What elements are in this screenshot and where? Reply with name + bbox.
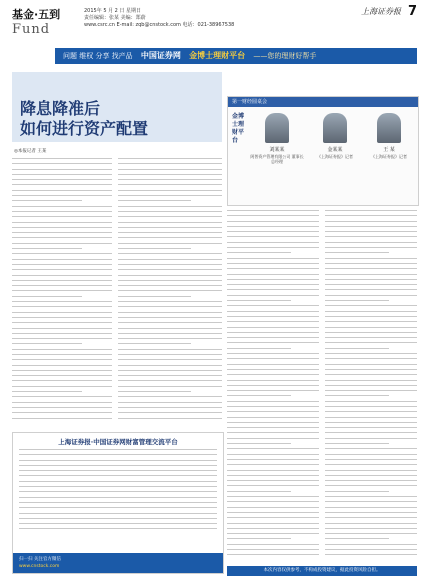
text-line (118, 317, 222, 318)
promo-url[interactable]: www.cnstock.com (19, 564, 60, 569)
text-line (227, 210, 319, 211)
text-line (118, 253, 222, 254)
text-line (118, 386, 222, 387)
text-line (12, 195, 112, 196)
text-line (12, 322, 112, 323)
text-line (227, 496, 319, 497)
text-line (118, 285, 222, 286)
text-line (118, 158, 222, 159)
text-line (118, 269, 222, 270)
text-line (118, 179, 222, 180)
text-line (118, 365, 222, 366)
text-line (227, 448, 319, 449)
text-line (227, 247, 319, 248)
article-headline-block (12, 72, 222, 142)
contact-line: www.csrc.cn E-mail: zqb@cnstock.com 电话：021-38967538 (84, 22, 235, 28)
text-line (325, 236, 417, 237)
text-line (12, 317, 112, 318)
text-line (227, 337, 319, 338)
text-line (12, 280, 112, 281)
text-line (325, 501, 417, 502)
host-title: 《上海证券报》记者 (317, 154, 353, 159)
text-line (12, 418, 112, 419)
text-line (325, 496, 417, 497)
text-line (118, 402, 222, 403)
text-line (325, 279, 417, 280)
text-line (227, 549, 319, 550)
text-line (118, 222, 222, 223)
text-line (325, 507, 417, 508)
text-line (19, 497, 217, 498)
page-number: 7 (407, 4, 417, 19)
text-line (227, 517, 319, 518)
text-line (12, 407, 112, 408)
text-line (12, 264, 112, 265)
text-line (12, 222, 112, 223)
text-line (227, 374, 319, 375)
promo-contact: 扫一扫 关注官方微信 (19, 557, 61, 562)
text-line (19, 475, 217, 476)
issue-date: 2015年 5 月 2 日 星期日 (84, 8, 142, 14)
host-photo (377, 113, 401, 143)
text-line (227, 300, 291, 301)
text-line (325, 395, 389, 396)
text-line (325, 427, 417, 428)
text-line (227, 512, 319, 513)
text-line (19, 518, 217, 519)
text-line (19, 481, 217, 482)
text-line (12, 375, 112, 376)
text-line (325, 263, 417, 264)
text-line (19, 454, 217, 455)
text-line (227, 538, 291, 539)
text-line (12, 174, 112, 175)
text-line (19, 465, 217, 466)
text-line (227, 215, 319, 216)
feature-title: 第一财经圆桌会 (228, 97, 418, 107)
text-line (227, 533, 319, 534)
text-line (12, 386, 112, 387)
text-line (118, 396, 222, 397)
body-text-column (118, 158, 222, 426)
text-line (325, 348, 389, 349)
text-line (325, 252, 389, 253)
text-lines (118, 158, 222, 419)
text-line (12, 227, 112, 228)
text-line (118, 338, 222, 339)
host-card (362, 113, 416, 159)
text-line (227, 507, 319, 508)
text-line (227, 554, 319, 555)
text-line (227, 353, 319, 354)
text-line (12, 349, 112, 350)
text-line (325, 417, 417, 418)
text-line (118, 237, 222, 238)
text-line (325, 432, 417, 433)
text-line (118, 264, 222, 265)
text-line (118, 375, 222, 376)
text-line (325, 380, 417, 381)
text-line (325, 215, 417, 216)
guest-card (250, 113, 304, 164)
text-line (12, 248, 82, 249)
text-line (12, 306, 112, 307)
text-line (118, 296, 191, 297)
text-line (118, 312, 222, 313)
text-line (118, 333, 222, 334)
text-line (227, 422, 319, 423)
banner-brand: 中国证券网 (140, 51, 181, 60)
text-line (118, 290, 222, 291)
banner-platform: 金博士理财平台 (189, 51, 246, 60)
text-line (118, 184, 222, 185)
text-line (227, 427, 319, 428)
text-line (12, 163, 112, 164)
text-line (227, 406, 319, 407)
text-line (227, 523, 319, 524)
text-line (227, 221, 319, 222)
text-line (12, 232, 112, 233)
text-line (325, 332, 417, 333)
guest-name: 刘某某 (269, 147, 285, 153)
text-line (325, 443, 389, 444)
body-text-column (227, 210, 319, 562)
text-line (118, 227, 222, 228)
text-line (325, 385, 417, 386)
text-line (227, 274, 319, 275)
text-line (118, 211, 222, 212)
text-line (227, 395, 291, 396)
text-line (227, 284, 319, 285)
text-line (227, 289, 319, 290)
text-line (325, 422, 417, 423)
section-title-en: Fund (12, 22, 51, 37)
text-lines (227, 210, 319, 555)
text-line (19, 528, 217, 529)
text-line (325, 517, 417, 518)
text-line (19, 470, 217, 471)
text-line (118, 301, 222, 302)
text-line (325, 231, 417, 232)
text-line (12, 190, 112, 191)
text-line (12, 259, 112, 260)
text-line (227, 327, 319, 328)
text-line (227, 475, 319, 476)
text-line (325, 353, 417, 354)
text-line (325, 358, 417, 359)
text-line (118, 306, 222, 307)
text-line (325, 459, 417, 460)
host-title: 《上海证券报》记者 (371, 154, 407, 159)
text-line (19, 507, 217, 508)
text-line (12, 301, 112, 302)
section-title: 基金·五到 (12, 8, 61, 21)
promo-box[interactable] (12, 432, 224, 574)
issue-info (84, 8, 234, 29)
body-text-column (325, 210, 417, 562)
text-line (12, 179, 112, 180)
text-line (19, 460, 217, 461)
text-line (325, 242, 417, 243)
text-line (12, 365, 112, 366)
host-card (308, 113, 362, 159)
feature-side-label: 金博士理财平台 (232, 113, 245, 144)
text-line (325, 438, 417, 439)
text-line (325, 247, 417, 248)
text-line (227, 252, 291, 253)
text-line (325, 316, 417, 317)
guest-title: 阿普资产管理有限公司 董事长总经理 (250, 154, 304, 164)
text-line (19, 486, 217, 487)
text-line (325, 364, 417, 365)
roundtable-feature (227, 96, 419, 206)
text-line (118, 349, 222, 350)
text-line (12, 402, 112, 403)
text-line (325, 221, 417, 222)
text-line (227, 342, 319, 343)
text-line (19, 523, 217, 524)
text-line (325, 210, 417, 211)
text-line (227, 364, 319, 365)
text-line (118, 328, 222, 329)
text-line (227, 348, 291, 349)
headline-line-2: 如何进行资产配置 (20, 119, 149, 138)
text-line (227, 385, 319, 386)
text-line (325, 337, 417, 338)
host-photo (323, 113, 347, 143)
text-line (227, 528, 319, 529)
text-line (325, 454, 417, 455)
text-line (227, 491, 291, 492)
text-line (12, 211, 112, 212)
text-line (118, 407, 222, 408)
paper-name: 上海证券报 (361, 7, 401, 16)
text-line (325, 485, 417, 486)
text-line (325, 528, 417, 529)
text-line (227, 443, 291, 444)
text-line (325, 321, 417, 322)
text-line (227, 226, 319, 227)
text-lines (12, 158, 112, 419)
text-line (227, 311, 319, 312)
guest-photo (265, 113, 289, 143)
text-line (325, 226, 417, 227)
text-line (118, 370, 222, 371)
text-line (12, 338, 112, 339)
text-line (118, 248, 191, 249)
text-line (325, 274, 417, 275)
text-line (12, 343, 82, 344)
author-byline: ◎本报记者 王某 (14, 149, 47, 154)
text-line (325, 411, 417, 412)
text-line (227, 258, 319, 259)
text-line (12, 312, 112, 313)
text-line (118, 232, 222, 233)
text-line (118, 343, 191, 344)
text-line (227, 380, 319, 381)
text-line (227, 390, 319, 391)
text-line (227, 332, 319, 333)
text-line (118, 174, 222, 175)
host-name: 金某某 (327, 147, 343, 153)
text-line (12, 253, 112, 254)
text-line (19, 449, 217, 450)
text-line (118, 206, 222, 207)
text-line (227, 358, 319, 359)
text-line (325, 523, 417, 524)
text-line (325, 512, 417, 513)
text-line (118, 280, 222, 281)
text-line (118, 259, 222, 260)
text-line (118, 412, 222, 413)
banner-tagline: ——您的理财好帮手 (253, 52, 317, 60)
text-line (227, 438, 319, 439)
text-line (12, 290, 112, 291)
text-line (12, 328, 112, 329)
text-line (227, 454, 319, 455)
text-line (118, 200, 191, 201)
text-line (12, 396, 112, 397)
text-line (227, 316, 319, 317)
text-line (12, 296, 82, 297)
text-line (227, 231, 319, 232)
text-line (12, 354, 112, 355)
text-line (325, 327, 417, 328)
text-line (118, 418, 222, 419)
text-line (227, 485, 319, 486)
text-line (227, 295, 319, 296)
text-line (118, 163, 222, 164)
text-line (19, 491, 217, 492)
text-line (325, 305, 417, 306)
text-line (325, 544, 417, 545)
text-line (227, 480, 319, 481)
text-line (12, 380, 112, 381)
text-line (12, 200, 82, 201)
text-line (12, 359, 112, 360)
text-line (325, 470, 417, 471)
text-line (118, 190, 222, 191)
text-line (325, 295, 417, 296)
text-line (118, 275, 222, 276)
text-line (325, 475, 417, 476)
text-line (325, 464, 417, 465)
text-line (325, 401, 417, 402)
text-line (12, 275, 112, 276)
text-line (325, 374, 417, 375)
promo-text-lines (19, 449, 217, 534)
text-line (325, 289, 417, 290)
text-line (118, 391, 191, 392)
text-line (12, 216, 112, 217)
text-line (227, 501, 319, 502)
text-line (118, 322, 222, 323)
text-lines (325, 210, 417, 555)
text-line (118, 354, 222, 355)
text-line (12, 184, 112, 185)
text-line (325, 406, 417, 407)
editor-line: 责任编辑：张某 美编：郑蔚 (84, 15, 146, 21)
text-line (12, 206, 112, 207)
text-line (325, 554, 417, 555)
text-line (227, 279, 319, 280)
page-footer-disclaimer: 本次内容仅供参考，不构成投资建议，据此投资风险自担。 (227, 566, 417, 576)
text-line (118, 359, 222, 360)
text-line (118, 243, 222, 244)
text-line (325, 448, 417, 449)
text-line (118, 380, 222, 381)
page-header (12, 6, 417, 46)
text-line (12, 243, 112, 244)
text-line (325, 480, 417, 481)
text-line (227, 464, 319, 465)
text-line (19, 513, 217, 514)
headline-line-1: 降息降准后 (20, 99, 101, 118)
host-name: 王 某 (383, 147, 395, 153)
text-line (118, 169, 222, 170)
text-line (227, 305, 319, 306)
body-text-column (12, 158, 112, 426)
text-line (325, 369, 417, 370)
text-line (325, 311, 417, 312)
top-banner[interactable] (55, 48, 417, 64)
text-line (12, 333, 112, 334)
banner-slogan: 问题 维权 分享 找产品 (63, 52, 133, 60)
text-line (12, 269, 112, 270)
text-line (12, 158, 112, 159)
text-line (12, 237, 112, 238)
text-line (12, 169, 112, 170)
text-line (227, 369, 319, 370)
text-line (227, 321, 319, 322)
text-line (227, 459, 319, 460)
text-line (325, 284, 417, 285)
text-line (325, 533, 417, 534)
text-line (12, 412, 112, 413)
text-line (227, 263, 319, 264)
text-line (325, 390, 417, 391)
text-line (227, 544, 319, 545)
text-line (227, 268, 319, 269)
text-line (118, 195, 222, 196)
text-line (227, 242, 319, 243)
text-line (118, 216, 222, 217)
text-line (325, 549, 417, 550)
text-line (19, 502, 217, 503)
text-line (227, 411, 319, 412)
promo-title: 上海证券报·中国证券网财富管理交流平台 (58, 438, 178, 446)
promo-bar (13, 553, 223, 573)
text-line (325, 258, 417, 259)
text-line (12, 285, 112, 286)
text-line (227, 401, 319, 402)
text-line (227, 432, 319, 433)
text-line (227, 236, 319, 237)
text-line (325, 342, 417, 343)
text-line (12, 370, 112, 371)
text-line (325, 491, 389, 492)
text-line (325, 538, 389, 539)
text-line (12, 391, 82, 392)
text-line (227, 417, 319, 418)
text-line (325, 300, 389, 301)
text-line (227, 470, 319, 471)
text-line (325, 268, 417, 269)
